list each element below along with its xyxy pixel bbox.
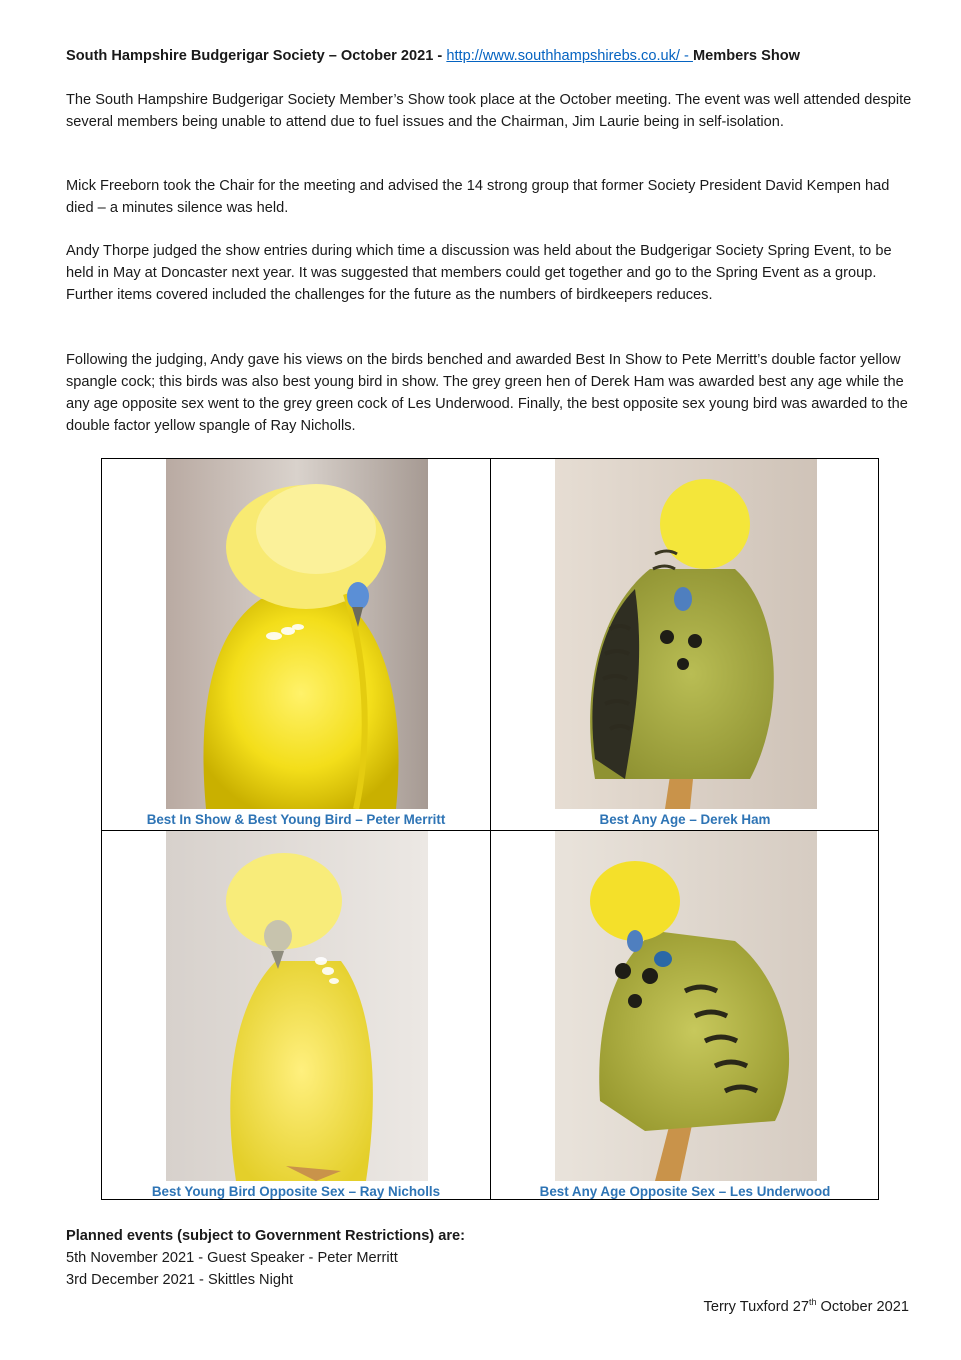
photo-cell (102, 459, 490, 829)
signoff-name: Terry Tuxford 27 (703, 1298, 809, 1315)
photo-cell (491, 831, 879, 1201)
signoff-date: October 2021 (816, 1298, 909, 1315)
paragraph-awards: Following the judging, Andy gave his views on the birds benched and awarded Best In Show to Pete Merritt’s double factor yellow spangle cock; this birds was also best young bird in show. The grey green hen of Derek Ham was awarded best any age while the any age opposite sex went to the grey green cock of Les Underwood. Finally, the best opposite sex young bird was awarded to the double factor yellow spangle of Ray Nicholls. (66, 352, 908, 434)
bird-photo-best-any-age (555, 459, 817, 809)
photo-caption: Best In Show & Best Young Bird – Peter Merritt (146, 812, 446, 827)
date-suffix: th (808, 1297, 817, 1307)
website-link[interactable]: http://www.southhampshirebs.co.uk/ - (446, 48, 693, 64)
photo-cell (102, 831, 490, 1201)
photo-table (101, 458, 879, 1200)
page-title (66, 46, 906, 66)
title-suffix: Members Show (692, 48, 800, 64)
event-item: 3rd December 2021 - Skittles Night (66, 1272, 294, 1288)
author-signoff (704, 1292, 909, 1317)
photo-caption: Best Any Age Opposite Sex – Les Underwood (539, 1184, 831, 1199)
photo-caption: Best Young Bird Opposite Sex – Ray Nicholls (151, 1184, 441, 1199)
title-prefix: South Hampshire Budgerigar Society – October 2021 - (66, 48, 447, 64)
events-heading: Planned events (subject to Government Restrictions) are: (66, 1228, 465, 1244)
bird-photo-best-any-age-opposite-sex (555, 831, 817, 1181)
event-item: 5th November 2021 - Guest Speaker - Peter Merritt (66, 1250, 398, 1266)
paragraph-intro: The South Hampshire Budgerigar Society Member’s Show took place at the October meeting. The event was well attended despite several members being unable to attend due to fuel issues and the Chairman, Jim Laurie being in self-isolation. (66, 92, 912, 130)
photo-cell (491, 459, 879, 829)
paragraph-judging: Andy Thorpe judged the show entries during which time a discussion was held about the Budgerigar Society Spring Event, to be held in May at Doncaster next year. It was suggested that members could get together and go to the Spring Event as a group. Further items covered included the challenges for the future as the numbers of birdkeepers reduces. (66, 243, 892, 303)
bird-photo-best-in-show (166, 459, 428, 809)
photo-caption: Best Any Age – Derek Ham (599, 812, 771, 827)
bird-photo-best-young-opposite-sex (166, 831, 428, 1181)
paragraph-meeting: Mick Freeborn took the Chair for the meeting and advised the 14 strong group that former Society President David Kempen had died – a minutes silence was held. (66, 178, 890, 216)
